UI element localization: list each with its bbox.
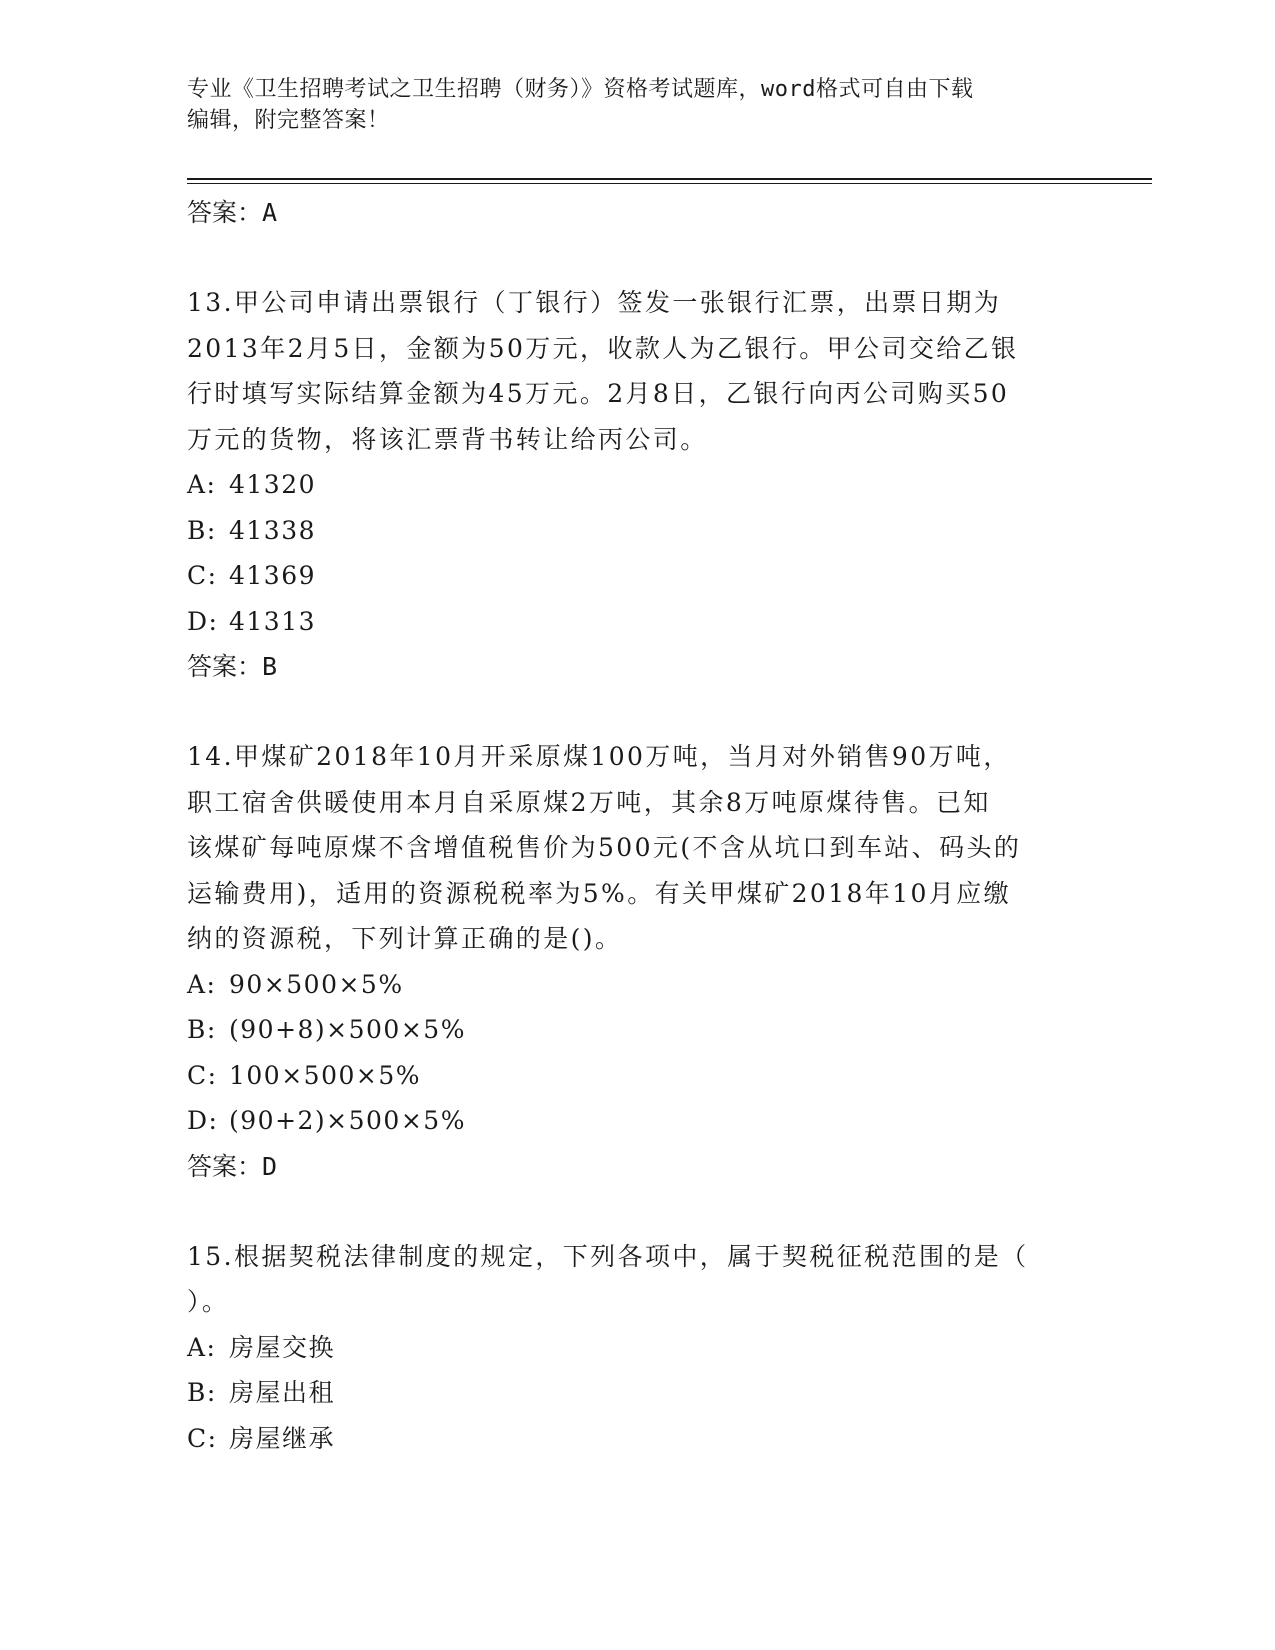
question-line: 纳的资源税，下列计算正确的是()。: [187, 924, 623, 953]
option-b: [187, 508, 1087, 554]
question-line: 万元的货物，将该汇票背书转让给丙公司。: [187, 424, 708, 454]
option-a: [187, 462, 1087, 508]
question-line: 15.根据契税法律制度的规定，下列各项中，属于契税征税范围的是（: [187, 1241, 1029, 1271]
option-b: [187, 1370, 1087, 1416]
question-block: [187, 280, 1087, 690]
option-text: (90+2)×500×5%: [229, 1106, 466, 1135]
option-key: B:: [187, 1015, 217, 1044]
answer-label: 答案：D: [187, 1151, 278, 1181]
question-line: 该煤矿每吨原煤不含增值税售价为500元(不含从坑口到车站、码头的: [187, 833, 1022, 862]
option-key: B:: [187, 515, 217, 545]
header-line-2: 编辑，附完整答案！: [187, 108, 390, 133]
option-text: 房屋继承: [229, 1423, 336, 1453]
option-text: 房屋交换: [229, 1332, 336, 1362]
document-body: [187, 190, 1087, 1461]
option-a: [187, 962, 1087, 1008]
question-block: [187, 1234, 1087, 1462]
option-text: 90×500×5%: [229, 969, 404, 999]
header-line-1: 专业《卫生招聘考试之卫生招聘（财务）》资格考试题库，word格式可自由下载: [187, 77, 974, 102]
option-text: 房屋出租: [229, 1378, 336, 1407]
question-line: 职工宿舍供暖使用本月自采原煤2万吨，其余8万吨原煤待售。已知: [187, 787, 991, 817]
option-key: C:: [187, 1423, 218, 1453]
answer-label: 答案：A: [187, 198, 278, 227]
option-key: C:: [187, 561, 218, 590]
option-text: 41338: [229, 515, 317, 545]
question-text: [187, 280, 1087, 462]
answer-label: 答案：B: [187, 652, 278, 681]
question-line: ）。: [187, 1287, 230, 1316]
question-line: 运输费用)，适用的资源税税率为5%。有关甲煤矿2018年10月应缴: [187, 878, 1012, 908]
question-block: [187, 734, 1087, 1190]
question-line: 14.甲煤矿2018年10月开采原煤100万吨，当月对外销售90万吨，: [187, 742, 1011, 771]
question-line: 13.甲公司申请出票银行（丁银行）签发一张银行汇票，出票日期为: [187, 288, 1002, 317]
option-b: [187, 1007, 1087, 1053]
question-text: [187, 734, 1087, 962]
option-key: A:: [187, 1332, 217, 1362]
option-text: 41320: [229, 470, 317, 499]
option-c: [187, 553, 1087, 599]
option-text: 100×500×5%: [229, 1060, 421, 1090]
option-key: A:: [187, 470, 217, 499]
option-key: C:: [187, 1060, 218, 1090]
option-key: B:: [187, 1378, 217, 1407]
option-key: D:: [187, 606, 219, 636]
option-text: 41369: [229, 561, 317, 590]
question-text: [187, 1234, 1087, 1325]
option-key: D:: [187, 1106, 219, 1135]
header-divider-thick: [187, 178, 1152, 180]
option-d: [187, 1098, 1087, 1144]
option-d: [187, 599, 1087, 645]
document-header: [187, 74, 1067, 136]
option-key: A:: [187, 969, 217, 999]
option-a: [187, 1325, 1087, 1371]
question-line: 2013年2月5日，金额为50万元，收款人为乙银行。甲公司交给乙银: [187, 333, 1019, 363]
option-text: 41313: [229, 606, 317, 636]
option-c: [187, 1053, 1087, 1099]
header-divider-thin: [187, 183, 1152, 184]
option-text: (90+8)×500×5%: [229, 1015, 466, 1044]
question-line: 行时填写实际结算金额为45万元。2月8日，乙银行向丙公司购买50: [187, 379, 1010, 408]
option-c: [187, 1416, 1087, 1462]
